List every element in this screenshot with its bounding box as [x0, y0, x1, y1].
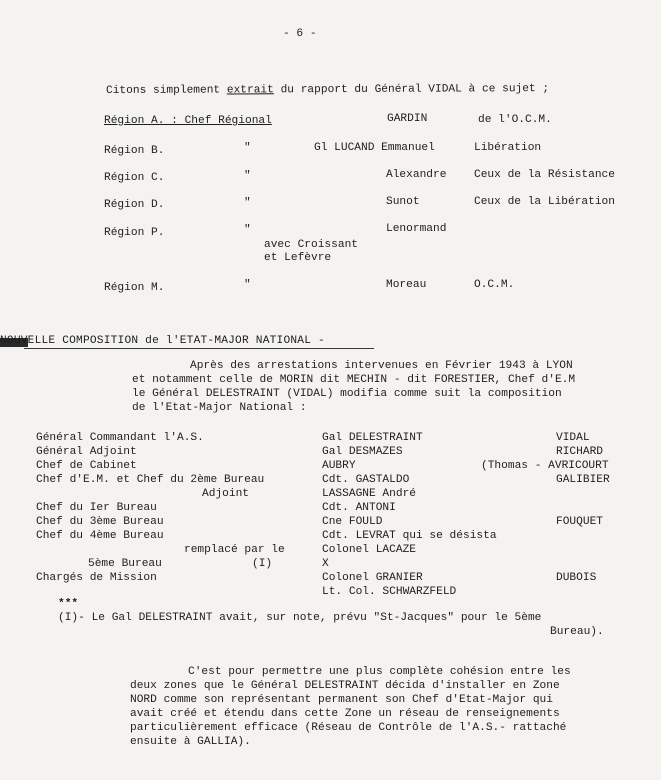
- page-number: - 6 -: [283, 28, 317, 40]
- section-heading: NOUVELLE COMPOSITION de l'ETAT-MAJOR NATIONAL -: [0, 335, 325, 347]
- staff-alias-11: DUBOIS: [556, 572, 597, 584]
- region-c-mark: ": [244, 170, 251, 182]
- paragraph1-line-3: le Général DELESTRAINT (VIDAL) modifia comme suit la composition: [132, 388, 562, 400]
- region-a-label: Région A. : Chef Régional: [104, 115, 272, 127]
- staff-alias-1: VIDAL: [556, 432, 590, 444]
- region-c-name: Alexandre: [386, 169, 447, 181]
- staff-role-6: Chef du Ier Bureau: [36, 502, 157, 514]
- staff-alias-3: (Thomas - AVRICOURT: [481, 460, 609, 472]
- region-m-mark: ": [244, 279, 251, 291]
- region-c-org: Ceux de la Résistance: [474, 169, 615, 181]
- paragraph2-line-2: deux zones que le Général DELESTRAINT décida d'installer en Zone: [130, 680, 560, 692]
- staff-role-5: Adjoint: [202, 488, 249, 500]
- staff-name-3: AUBRY: [322, 460, 356, 472]
- staff-name-12: Lt. Col. SCHWARZFELD: [322, 586, 457, 598]
- staff-role-11: Chargés de Mission: [36, 572, 157, 584]
- intro-prefix: Citons simplement: [105, 84, 227, 97]
- staff-alias-2: RICHARD: [556, 446, 603, 458]
- paragraph2-line-5: particulièrement efficace (Réseau de Contrôle de l'A.S.- rattaché: [130, 722, 567, 734]
- staff-role-9: remplacé par le: [184, 544, 285, 556]
- region-d-name: Sunot: [386, 196, 420, 208]
- staff-role-2: Général Adjoint: [36, 446, 137, 458]
- region-b-name: Gl LUCAND Emmanuel: [314, 142, 435, 154]
- region-m-label: Région M.: [104, 282, 165, 294]
- region-a-name: GARDIN: [387, 113, 428, 125]
- region-a-org: de l'O.C.M.: [478, 114, 552, 126]
- staff-role-4: Chef d'E.M. et Chef du 2ème Bureau: [36, 474, 265, 486]
- heading-underline: [24, 348, 374, 349]
- staff-alias-7: FOUQUET: [556, 516, 603, 528]
- footnote-marker: ***: [58, 598, 79, 610]
- region-c-label: Région C.: [104, 172, 165, 184]
- staff-name-6: Cdt. ANTONI: [322, 502, 396, 514]
- paragraph2-line-6: ensuite à GALLIA).: [130, 736, 251, 748]
- region-p-mark: ": [244, 224, 251, 236]
- paragraph1-line-2: et notamment celle de MORIN dit MECHIN - dit FORESTIER, Chef d'E.M: [132, 374, 576, 386]
- paragraph1-line-4: de l'Etat-Major National :: [132, 402, 307, 414]
- staff-name-7: Cne FOULD: [322, 516, 383, 528]
- paragraph2-line-4: avait créé et étendu dans cette Zone un réseau de renseignements: [130, 708, 560, 720]
- staff-role-8: Chef du 4ème Bureau: [36, 530, 164, 542]
- region-d-label: Région D.: [104, 199, 165, 211]
- staff-role-7: Chef du 3ème Bureau: [36, 516, 164, 528]
- staff-role-1: Général Commandant l'A.S.: [36, 432, 204, 444]
- region-m-org: O.C.M.: [474, 279, 515, 291]
- region-d-mark: ": [244, 197, 251, 209]
- paragraph1-line-1: Après des arrestations intervenues en Février 1943 à LYON: [190, 360, 573, 372]
- staff-name-8: Cdt. LEVRAT qui se désista: [322, 530, 497, 542]
- staff-name-10: X: [322, 558, 329, 570]
- region-p-label: Région P.: [104, 227, 165, 239]
- region-m-name: Moreau: [386, 279, 427, 291]
- staff-name-5: LASSAGNE André: [322, 488, 416, 500]
- staff-name-4: Cdt. GASTALDO: [322, 474, 410, 486]
- staff-role-3: Chef de Cabinet: [36, 460, 137, 472]
- staff-name-2: Gal DESMAZES: [322, 446, 403, 458]
- region-p-extra-1: avec Croissant: [264, 239, 358, 251]
- intro-suffix: du rapport du Général VIDAL à ce sujet ;: [273, 83, 550, 97]
- region-p-name: Lenormand: [386, 223, 447, 235]
- footnote-line-1: (I)- Le Gal DELESTRAINT avait, sur note, prévu "St-Jacques" pour le 5ème: [58, 612, 542, 624]
- region-b-label: Région B.: [104, 145, 165, 157]
- intro-emphasis: extrait: [226, 84, 274, 97]
- paragraph2-line-1: C'est pour permettre une plus complète cohésion entre les: [188, 666, 571, 678]
- region-b-org: Libération: [474, 142, 542, 154]
- region-d-org: Ceux de la Libération: [474, 196, 615, 208]
- region-p-extra-2: et Lefèvre: [264, 252, 332, 264]
- staff-alias-4: GALIBIER: [556, 474, 610, 486]
- staff-name-1: Gal DELESTRAINT: [322, 432, 423, 444]
- footnote-reference: (I): [252, 558, 273, 570]
- paragraph2-line-3: NORD comme son représentant permanent son Chef d'Etat-Major qui: [130, 694, 553, 706]
- intro-line: [106, 83, 549, 98]
- region-b-mark: ": [244, 142, 251, 154]
- staff-role-10: 5ème Bureau: [88, 558, 162, 570]
- footnote-line-2: Bureau).: [550, 626, 604, 638]
- staff-name-11: Colonel GRANIER: [322, 572, 423, 584]
- staff-name-9: Colonel LACAZE: [322, 544, 416, 556]
